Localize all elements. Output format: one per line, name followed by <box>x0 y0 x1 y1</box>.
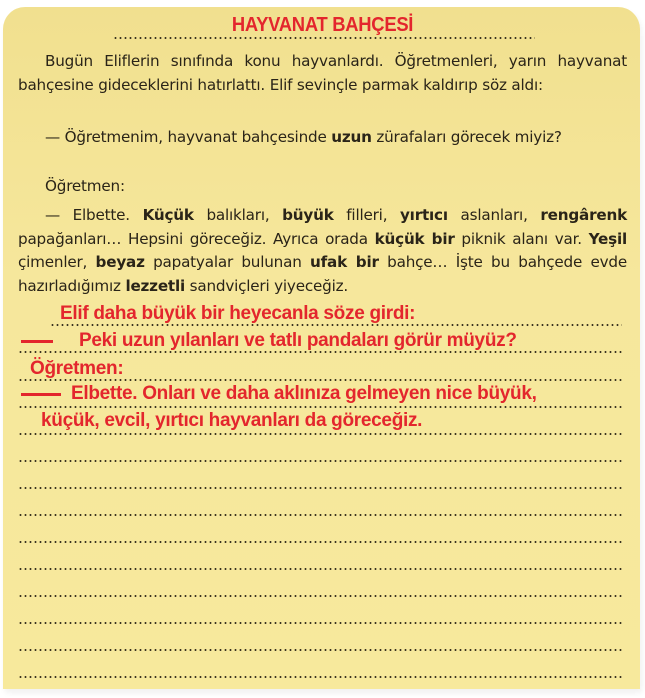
answer-line-1: Elif daha büyük bir heyecanla söze girdi: <box>60 303 416 324</box>
writing-line[interactable] <box>18 433 622 435</box>
writing-line[interactable] <box>18 406 622 408</box>
writing-line[interactable] <box>18 460 622 462</box>
adjective-uzun: uzun <box>331 128 372 146</box>
story-paragraph-2: — Öğretmenim, hayvanat bahçesinde uzun zürafaları görecek miyiz? <box>45 128 562 146</box>
writing-line[interactable] <box>18 568 622 570</box>
writing-line[interactable] <box>18 622 622 624</box>
writing-line[interactable] <box>18 487 622 489</box>
title-dotted-line <box>113 37 535 39</box>
story-paragraph-3: Öğretmen: <box>45 177 125 195</box>
writing-line[interactable] <box>50 324 622 326</box>
writing-line[interactable] <box>18 676 622 678</box>
writing-line[interactable] <box>18 379 622 381</box>
answer-line-5: küçük, evcil, yırtıcı hayvanları da göreceğiz. <box>41 410 423 431</box>
worksheet-title: HAYVANAT BAHÇESİ <box>231 14 414 36</box>
writing-line[interactable] <box>18 649 622 651</box>
writing-line[interactable] <box>18 595 622 597</box>
answer-line-2: Peki uzun yılanları ve tatlı pandaları görür müyüz? <box>79 330 517 351</box>
answer-line-4: Elbette. Onları ve daha aklınıza gelmeyen nice büyük, <box>71 383 537 404</box>
dialogue-dash <box>21 393 61 396</box>
dialogue-dash <box>21 340 53 343</box>
story-paragraph-1: Bugün Eliflerin sınıfında konu hayvanlardı. Öğretmenleri, yarın hayvanat bahçesine gideceklerini hatırlattı. Elif sevinçle parmak kaldırıp söz aldı: <box>18 52 627 94</box>
writing-line[interactable] <box>18 514 622 516</box>
writing-line[interactable] <box>18 541 622 543</box>
story-paragraph-4: — Elbette. Küçük balıkları, büyük filleri, yırtıcı aslanları, rengârenk papağanları… Hepsini göreceğiz. Ayrıca orada küçük bir piknik alanı var. Yeşil çimenler, beyaz papatyalar bulunan ufak bir bahçe… İşte bu bahçede evde hazırladığımız lezzetli sandviçleri yiyeceğiz. <box>18 206 627 295</box>
writing-line[interactable] <box>18 351 622 353</box>
answer-line-3: Öğretmen: <box>30 358 124 379</box>
